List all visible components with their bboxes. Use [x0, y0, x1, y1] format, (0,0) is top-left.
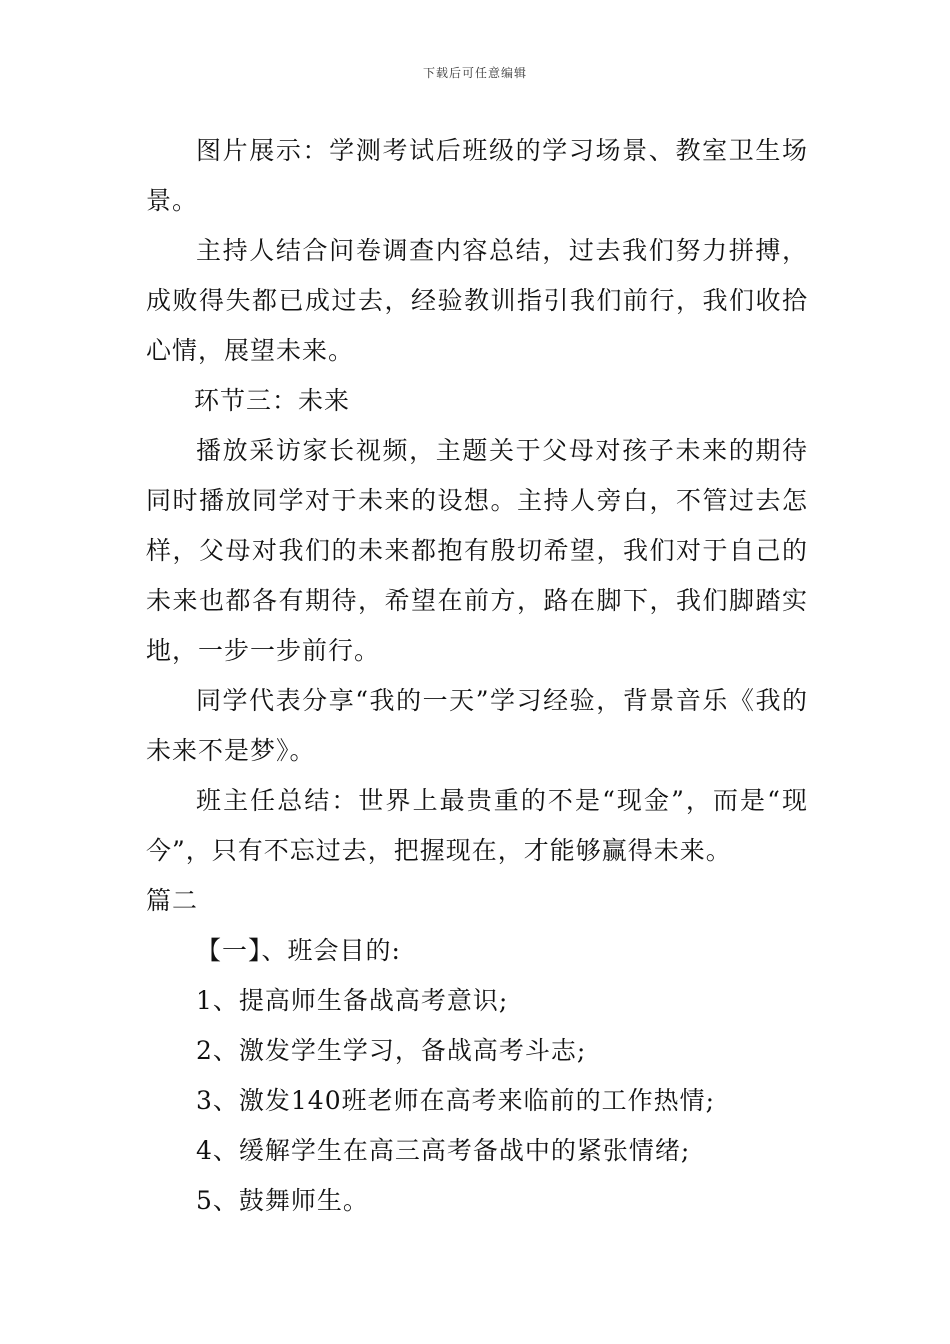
list-item-3: 3、激发140班老师在高考来临前的工作热情;	[196, 1086, 716, 1115]
section-heading-part-two: 篇二	[146, 886, 199, 915]
paragraph-teacher-summary: 班主任总结：世界上最贵重的不是“现金”，而是“现今”，只有不忘过去，把握现在，才能够赢得未来。	[146, 786, 808, 865]
list-item-1: 1、提高师生备战高考意识;	[196, 986, 509, 1015]
paragraph-image-display: 图片展示：学测考试后班级的学习场景、教室卫生场景。	[146, 136, 808, 215]
document-body	[146, 126, 808, 1226]
list-item-2: 2、激发学生学习，备战高考斗志;	[196, 1036, 587, 1065]
paragraph-host-summary: 主持人结合问卷调查内容总结，过去我们努力拼搏，成败得失都已成过去，经验教训指引我们前行，我们收拾心情，展望未来。	[146, 236, 808, 365]
page-header-note: 下载后可任意编辑	[422, 66, 527, 80]
list-item-4: 4、缓解学生在高三高考备战中的紧张情绪;	[196, 1136, 691, 1165]
paragraph-parent-video: 播放采访家长视频，主题关于父母对孩子未来的期待同时播放同学对于未来的设想。主持人旁白，不管过去怎样，父母对我们的未来都抱有殷切希望，我们对于自己的未来也都各有期待，希望在前方，路在脚下，我们脚踏实地，一步一步前行。	[146, 436, 808, 665]
list-item-5: 5、鼓舞师生。	[196, 1186, 369, 1215]
subheading-meeting-purpose: 【一】、班会目的:	[196, 936, 401, 965]
paragraph-student-share: 同学代表分享“我的一天”学习经验，背景音乐《我的未来不是梦》。	[146, 686, 808, 765]
section-heading-future: 环节三：未来	[194, 386, 351, 415]
